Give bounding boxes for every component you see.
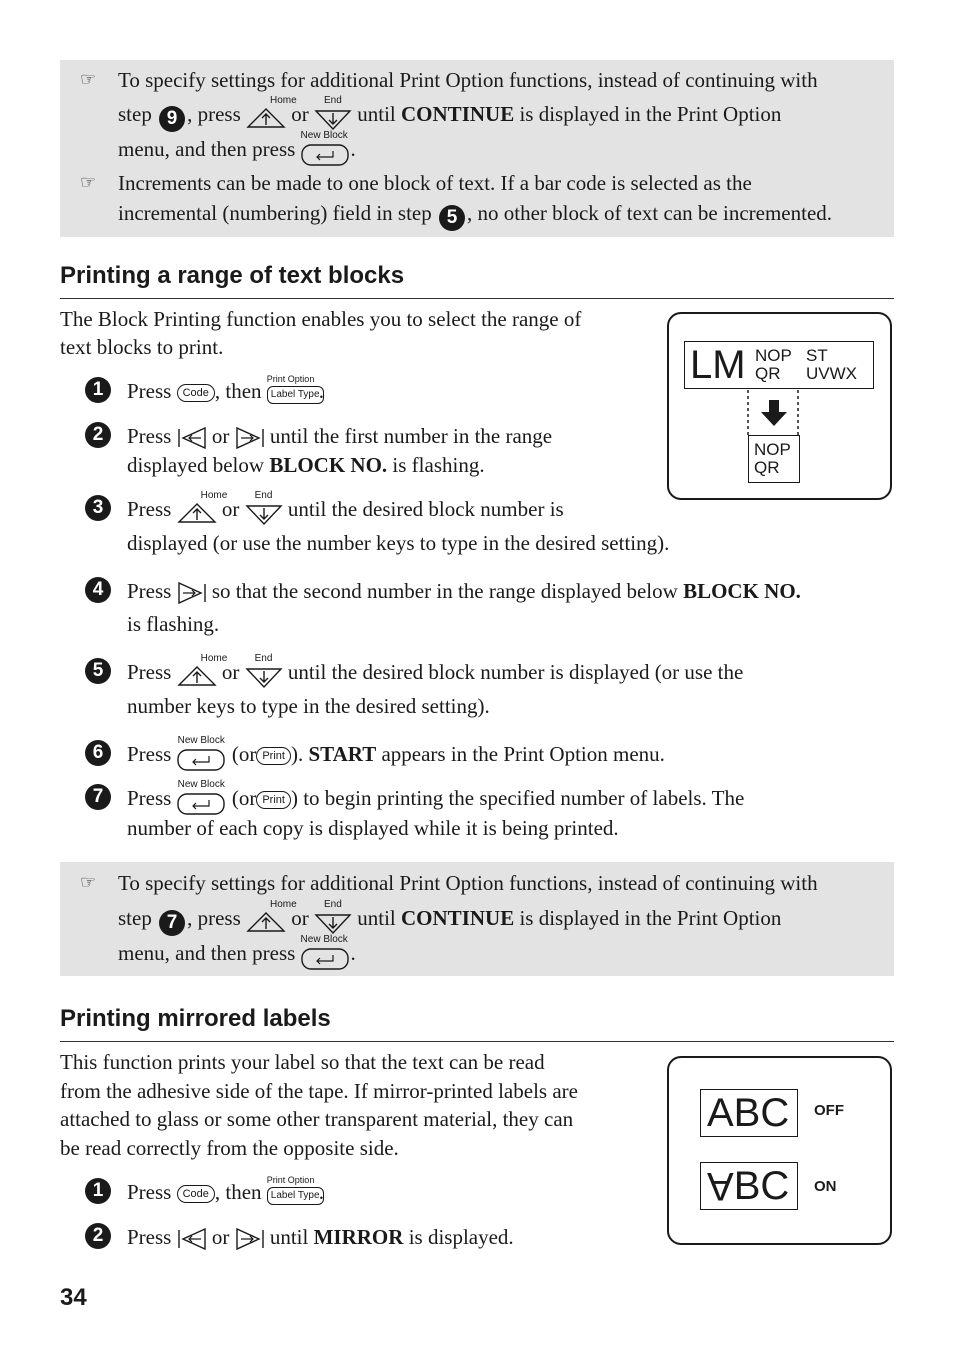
note2-line1: To specify settings for additional Print Option functions, instead of continuing with bbox=[118, 871, 818, 895]
mirror-on-label: ON bbox=[814, 1178, 837, 1195]
lcd-display bbox=[684, 341, 874, 389]
step1-text: Press Code , then Print Option Label Type . bbox=[127, 378, 324, 406]
note1-line3: menu, and then press New Block . bbox=[118, 136, 356, 164]
left-arrow-key-icon bbox=[177, 425, 207, 451]
step-number-1: 1 bbox=[85, 1178, 111, 1204]
home-up-key-icon: Home bbox=[177, 661, 217, 687]
step-7-badge: 7 bbox=[159, 910, 185, 936]
home-up-key-icon: Home bbox=[246, 103, 286, 129]
pointing-hand-icon: ☞ bbox=[80, 872, 97, 893]
step4-text-line2: is flashing. bbox=[127, 612, 220, 636]
end-down-key-icon: End bbox=[245, 498, 283, 524]
section2-intro-line2: from the adhesive side of the tape. If mirror-printed labels are bbox=[60, 1079, 578, 1103]
lcd-big-text: LM bbox=[690, 343, 746, 387]
mirror-step2-text: Press or until MIRROR is displayed. bbox=[127, 1224, 514, 1252]
step3-text-line2: displayed (or use the number keys to type in the desired setting). bbox=[127, 531, 670, 555]
code-key-icon: Code bbox=[177, 1185, 215, 1203]
print-key-icon: Print bbox=[256, 791, 291, 809]
section2-intro-line3: attached to glass or some other transparent material, they can bbox=[60, 1107, 574, 1131]
note1-line4: Increments can be made to one block of text. If a bar code is selected as the bbox=[118, 171, 752, 195]
step-number-2: 2 bbox=[85, 422, 111, 448]
end-down-key-icon: End bbox=[314, 907, 352, 933]
step-number-4: 4 bbox=[85, 577, 111, 603]
mirror-step1-text: Press Code , then Print Option Label Type . bbox=[127, 1179, 324, 1207]
down-arrow-icon bbox=[759, 398, 789, 428]
result-bottom: QR bbox=[754, 458, 780, 477]
label-type-key-icon: Print Option Label Type bbox=[267, 380, 319, 406]
note2-line2: step 7 , press Home or End until CONTINUE is displayed in the Print Option bbox=[118, 905, 781, 936]
end-down-key-icon: End bbox=[245, 661, 283, 687]
normal-label-text: ABC bbox=[707, 1091, 790, 1135]
step-5-badge: 5 bbox=[439, 205, 465, 231]
step5-text-line1: Press Home or End until the desired block number is displayed (or use the bbox=[127, 659, 743, 687]
step3-text-line1: Press Home or End until the desired block number is bbox=[127, 496, 564, 524]
step4-text-line1: Press so that the second number in the range displayed below BLOCK NO. bbox=[127, 578, 801, 606]
left-arrow-key-icon bbox=[177, 1226, 207, 1252]
note2-line3: menu, and then press New Block . bbox=[118, 940, 356, 968]
pointing-hand-icon: ☞ bbox=[80, 69, 97, 90]
page-number: 34 bbox=[60, 1284, 87, 1311]
section-divider bbox=[60, 298, 894, 299]
lcd-block-1-top: NOP bbox=[755, 346, 792, 365]
step7-text-line2: number of each copy is displayed while it is being printed. bbox=[127, 816, 619, 840]
right-arrow-key-icon bbox=[235, 1226, 265, 1252]
step-number-7: 7 bbox=[85, 784, 111, 810]
code-key-icon: Code bbox=[177, 384, 215, 402]
step2-text-line1: Press or until the first number in the range bbox=[127, 423, 552, 451]
home-up-key-icon: Home bbox=[246, 907, 286, 933]
right-arrow-key-icon bbox=[235, 425, 265, 451]
lcd-block-2-top: ST bbox=[806, 346, 828, 365]
lcd-block-2-bottom: UVWX bbox=[806, 364, 857, 383]
step-number-1: 1 bbox=[85, 377, 111, 403]
section-heading-range: Printing a range of text blocks bbox=[60, 262, 405, 289]
print-key-icon: Print bbox=[256, 747, 291, 765]
mirror-off-label: OFF bbox=[814, 1102, 844, 1119]
step-number-5: 5 bbox=[85, 658, 111, 684]
step-number-3: 3 bbox=[85, 495, 111, 521]
new-block-key-icon: New Block bbox=[177, 787, 227, 813]
mirrored-label-box bbox=[700, 1162, 798, 1210]
section-divider bbox=[60, 1041, 894, 1042]
new-block-key-icon: New Block bbox=[301, 138, 351, 164]
mirror-diagram bbox=[667, 1056, 892, 1245]
printed-result-box bbox=[748, 435, 800, 483]
normal-label-box bbox=[700, 1089, 798, 1137]
section-heading-mirror: Printing mirrored labels bbox=[60, 1005, 331, 1032]
step2-text-line2: displayed below BLOCK NO. is flashing. bbox=[127, 453, 485, 477]
section1-intro-line1: The Block Printing function enables you to select the range of bbox=[60, 307, 582, 331]
home-up-key-icon: Home bbox=[177, 498, 217, 524]
end-down-key-icon: End bbox=[314, 103, 352, 129]
step-9-badge: 9 bbox=[159, 106, 185, 132]
section2-intro-line4: be read correctly from the opposite side. bbox=[60, 1136, 399, 1160]
note1-line1: To specify settings for additional Print Option functions, instead of continuing with bbox=[118, 68, 818, 92]
note1-line2: step 9 , press Home or End until CONTINUE is displayed in the Print Option bbox=[118, 101, 781, 132]
section1-intro-line2: text blocks to print. bbox=[60, 335, 224, 359]
result-top: NOP bbox=[754, 440, 791, 459]
label-type-key-icon: Print Option Label Type bbox=[267, 1181, 319, 1207]
step7-text-line1: Press New Block (or Print ) to begin printing the specified number of labels. The bbox=[127, 785, 744, 813]
new-block-key-icon: New Block bbox=[177, 743, 227, 769]
right-arrow-key-icon bbox=[177, 580, 207, 606]
note1-line5: incremental (numbering) field in step 5 , no other block of text can be incremented. bbox=[118, 200, 832, 231]
block-range-diagram bbox=[667, 312, 892, 500]
pointing-hand-icon: ☞ bbox=[80, 172, 97, 193]
section2-intro-line1: This function prints your label so that the text can be read bbox=[60, 1050, 545, 1074]
new-block-key-icon: New Block bbox=[301, 942, 351, 968]
step-number-2: 2 bbox=[85, 1223, 111, 1249]
step5-text-line2: number keys to type in the desired setting). bbox=[127, 694, 490, 718]
step-number-6: 6 bbox=[85, 740, 111, 766]
lcd-block-1-bottom: QR bbox=[755, 364, 781, 383]
step6-text: Press New Block (or Print ). START appears in the Print Option menu. bbox=[127, 741, 665, 769]
mirrored-label-text: ABC bbox=[707, 1164, 790, 1208]
